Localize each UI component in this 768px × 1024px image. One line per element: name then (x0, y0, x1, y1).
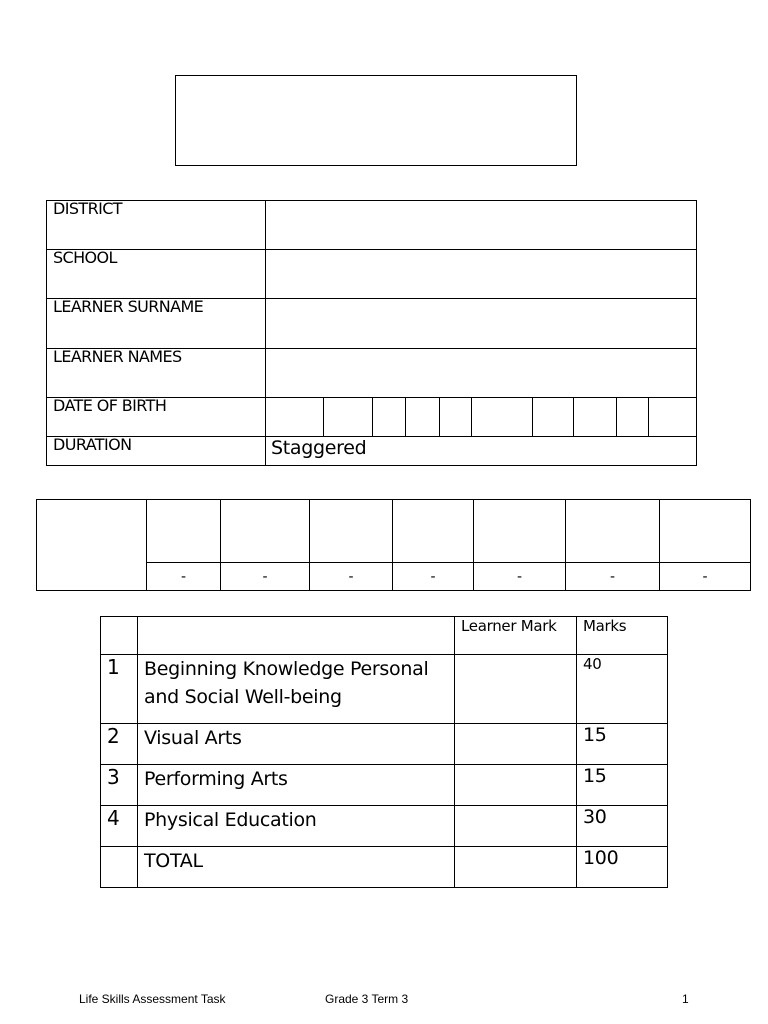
info-row-duration (47, 437, 697, 466)
total-label: TOTAL (138, 847, 455, 888)
row-number: 4 (101, 806, 138, 847)
row-number: 3 (101, 765, 138, 806)
dob-box[interactable] (617, 398, 649, 436)
dob-box[interactable] (440, 398, 472, 436)
learner-mark-field[interactable] (455, 765, 577, 806)
score-cell[interactable] (393, 500, 474, 563)
score-dash: - (566, 563, 660, 591)
dob-box[interactable] (649, 398, 696, 436)
total-learner-mark-field[interactable] (455, 847, 577, 888)
score-cell[interactable] (474, 500, 566, 563)
header-num-cell (101, 617, 138, 655)
learner-surname-label: LEARNER SURNAME (47, 299, 266, 349)
date-of-birth-label: DATE OF BIRTH (47, 398, 266, 437)
score-cell[interactable] (221, 500, 310, 563)
dob-box[interactable] (266, 398, 324, 436)
row-marks: 15 (577, 724, 668, 765)
footer-page-number: 1 (682, 992, 689, 1006)
table-row (101, 655, 668, 724)
row-number: 1 (101, 655, 138, 724)
school-field[interactable] (266, 250, 697, 299)
duration-label: DURATION (47, 437, 266, 466)
info-row-names (47, 349, 697, 398)
score-dash: - (147, 563, 221, 591)
learner-mark-field[interactable] (455, 655, 577, 724)
score-cell[interactable] (147, 500, 221, 563)
table-row-total (101, 847, 668, 888)
school-label: SCHOOL (47, 250, 266, 299)
learner-mark-header: Learner Mark (455, 617, 577, 655)
dob-box[interactable] (324, 398, 373, 436)
header-desc-cell (138, 617, 455, 655)
learner-info-table (46, 200, 697, 466)
table-row (101, 765, 668, 806)
dob-boxes (266, 398, 696, 436)
row-marks: 40 (577, 655, 668, 724)
row-description: Beginning Knowledge Personal and Social Well-being (138, 655, 455, 724)
row-number (101, 847, 138, 888)
learner-names-label: LEARNER NAMES (47, 349, 266, 398)
score-grid (36, 499, 751, 591)
dob-box[interactable] (373, 398, 406, 436)
date-of-birth-field[interactable] (266, 398, 697, 437)
score-grid-label-cell (37, 500, 147, 591)
district-label: DISTRICT (47, 201, 266, 250)
district-field[interactable] (266, 201, 697, 250)
total-marks: 100 (577, 847, 668, 888)
row-marks: 15 (577, 765, 668, 806)
row-marks: 30 (577, 806, 668, 847)
marks-table (100, 616, 668, 888)
marks-header-row (101, 617, 668, 655)
score-dash: - (474, 563, 566, 591)
learner-mark-field[interactable] (455, 806, 577, 847)
score-dash: - (660, 563, 751, 591)
score-dash: - (310, 563, 393, 591)
info-row-dob (47, 398, 697, 437)
score-dash: - (393, 563, 474, 591)
dob-box[interactable] (406, 398, 440, 436)
score-dash: - (221, 563, 310, 591)
duration-value: Staggered (266, 437, 697, 466)
row-description: Visual Arts (138, 724, 455, 765)
dob-box[interactable] (574, 398, 617, 436)
row-description: Performing Arts (138, 765, 455, 806)
score-cell[interactable] (310, 500, 393, 563)
row-description: Physical Education (138, 806, 455, 847)
dob-box[interactable] (472, 398, 533, 436)
learner-names-field[interactable] (266, 349, 697, 398)
score-cell[interactable] (660, 500, 751, 563)
dob-box[interactable] (533, 398, 574, 436)
info-row-school (47, 250, 697, 299)
table-row (101, 806, 668, 847)
footer-title: Life Skills Assessment Task (79, 992, 226, 1006)
table-row (101, 724, 668, 765)
row-number: 2 (101, 724, 138, 765)
learner-mark-field[interactable] (455, 724, 577, 765)
learner-surname-field[interactable] (266, 299, 697, 349)
info-row-district (47, 201, 697, 250)
marks-header: Marks (577, 617, 668, 655)
score-cell[interactable] (566, 500, 660, 563)
footer-grade-term: Grade 3 Term 3 (325, 992, 409, 1006)
title-box (175, 75, 577, 166)
info-row-surname (47, 299, 697, 349)
